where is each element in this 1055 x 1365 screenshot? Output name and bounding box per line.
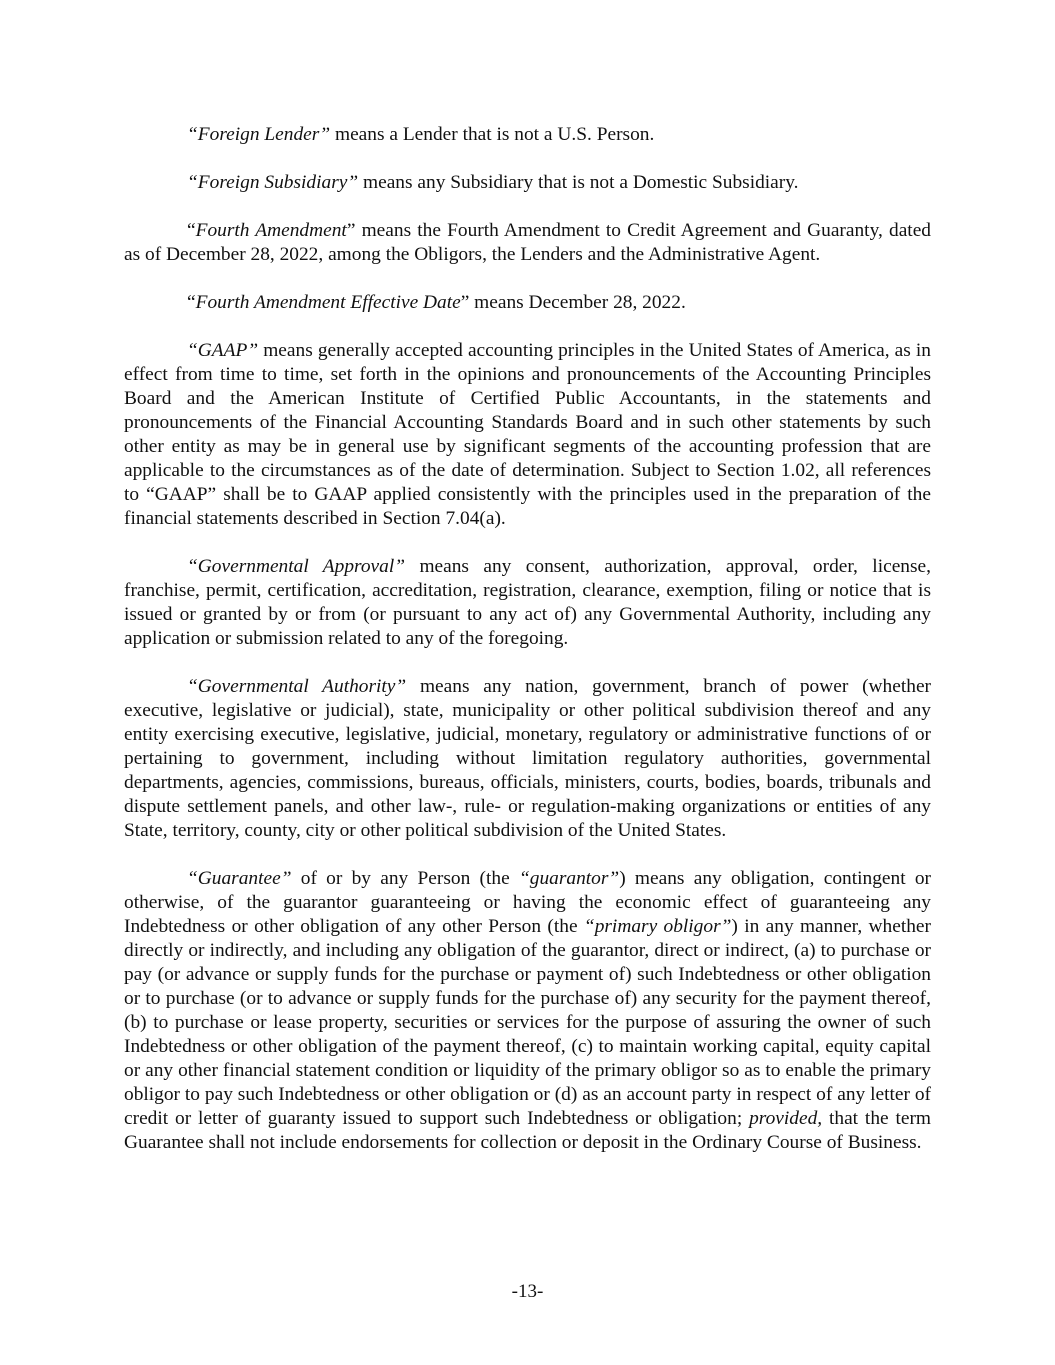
defined-term: “Governmental Authority” bbox=[187, 676, 407, 697]
definition-text: means December 28, 2022. bbox=[469, 292, 686, 313]
defined-term-primary-obligor: “primary obligor” bbox=[583, 916, 732, 937]
defined-term-guarantor: “guarantor” bbox=[518, 868, 620, 889]
definition-text: means generally accepted accounting principles in the United States of America, as in effect from time to time, set forth in the opinions and pronouncements of the Accounting Principles Board and the American Institute of Certified Public Accountants, in the statements and pronouncements of the Financial Accounting Standards Board and in such other statements by such other entity as may be in general use by significant segments of the accounting profession that are applicable to the circumstances as of the date of determination. Subject to Section 1.02, all references to “GAAP” shall be to GAAP applied consistently with the principles used in the preparation of the financial statements described in Section 7.04(a). bbox=[124, 340, 931, 529]
defined-term: “Foreign Lender” bbox=[187, 124, 331, 145]
definition-fourth-amendment bbox=[124, 219, 931, 267]
definition-fourth-amendment-effective-date bbox=[124, 291, 931, 315]
definition-text: ) in any manner, whether directly or indirectly, and including any obligation of the guarantor, direct or indirect, (a) to purchase or pay (or advance or supply funds for the purchase or payment of) such Indebtedness or other obligation or to purchase (or to advance or supply funds for the purchase of) any security for the payment thereof, (b) to purchase or lease property, securities or services for the purpose of assuring the owner of such Indebtedness or other obligation of the payment thereof, (c) to maintain working capital, equity capital or any other financial statement condition or liquidity of the primary obligor so as to enable the primary obligor to pay such Indebtedness or other obligation or (d) as an account party in respect of any letter of credit or letter of guaranty issued to support such Indebtedness or obligation; bbox=[124, 916, 931, 1129]
definition-gaap bbox=[124, 339, 931, 531]
definition-foreign-lender bbox=[124, 123, 931, 147]
defined-term: “Fourth Amendment” bbox=[187, 220, 356, 241]
defined-term: “Governmental Approval” bbox=[187, 556, 406, 577]
definition-governmental-authority bbox=[124, 675, 931, 843]
definition-text: means the Fourth Amendment to Credit Agreement and Guaranty, dated as of December 28, 2022, among the Obligors, the Lenders and the Administrative Agent. bbox=[124, 220, 931, 265]
definition-text: means any nation, government, branch of power (whether executive, legislative or judicial), state, municipality or other political subdivision thereof and any entity exercising executive, legislative, judicial, monetary, regulatory or administrative functions of or pertaining to government, including without limitation regulatory authorities, governmental departments, agencies, commissions, bureaus, officials, ministers, courts, bodies, boards, tribunals and dispute settlement panels, and other law-, rule- or regulation-making organizations or entities of any State, territory, county, city or other political subdivision of the United States. bbox=[124, 676, 932, 841]
definition-guarantee bbox=[124, 867, 931, 1155]
defined-term: “Fourth Amendment Effective Date” bbox=[187, 292, 470, 313]
definition-governmental-approval bbox=[124, 555, 931, 651]
definition-text: ) means any obligation, contingent or otherwise, of the guarantor guaranteeing or having the economic effect of guaranteeing any Indebtedness or other obligation of any other Person (the bbox=[124, 868, 931, 937]
definition-text: means any Subsidiary that is not a Domestic Subsidiary. bbox=[358, 172, 799, 193]
definition-foreign-subsidiary bbox=[124, 171, 931, 195]
proviso-term: provided, bbox=[749, 1108, 823, 1129]
definition-text: means any consent, authorization, approval, order, license, franchise, permit, certification, accreditation, registration, clearance, exemption, filing or notice that is issued or granted by or from (or pursuant to any act of) any Governmental Authority, including any application or submission related to any of the foregoing. bbox=[124, 556, 931, 649]
definition-text: that the term Guarantee shall not include endorsements for collection or deposit in the Ordinary Course of Business. bbox=[124, 1108, 932, 1153]
defined-term: “Foreign Subsidiary” bbox=[187, 172, 359, 193]
definitions-section bbox=[124, 123, 931, 1179]
page-number: -13- bbox=[511, 1281, 544, 1302]
definition-text: means a Lender that is not a U.S. Person. bbox=[330, 124, 655, 145]
definition-text: of or by any Person (the bbox=[291, 868, 519, 889]
defined-term: “GAAP” bbox=[187, 340, 259, 361]
defined-term: “Guarantee” bbox=[187, 868, 292, 889]
